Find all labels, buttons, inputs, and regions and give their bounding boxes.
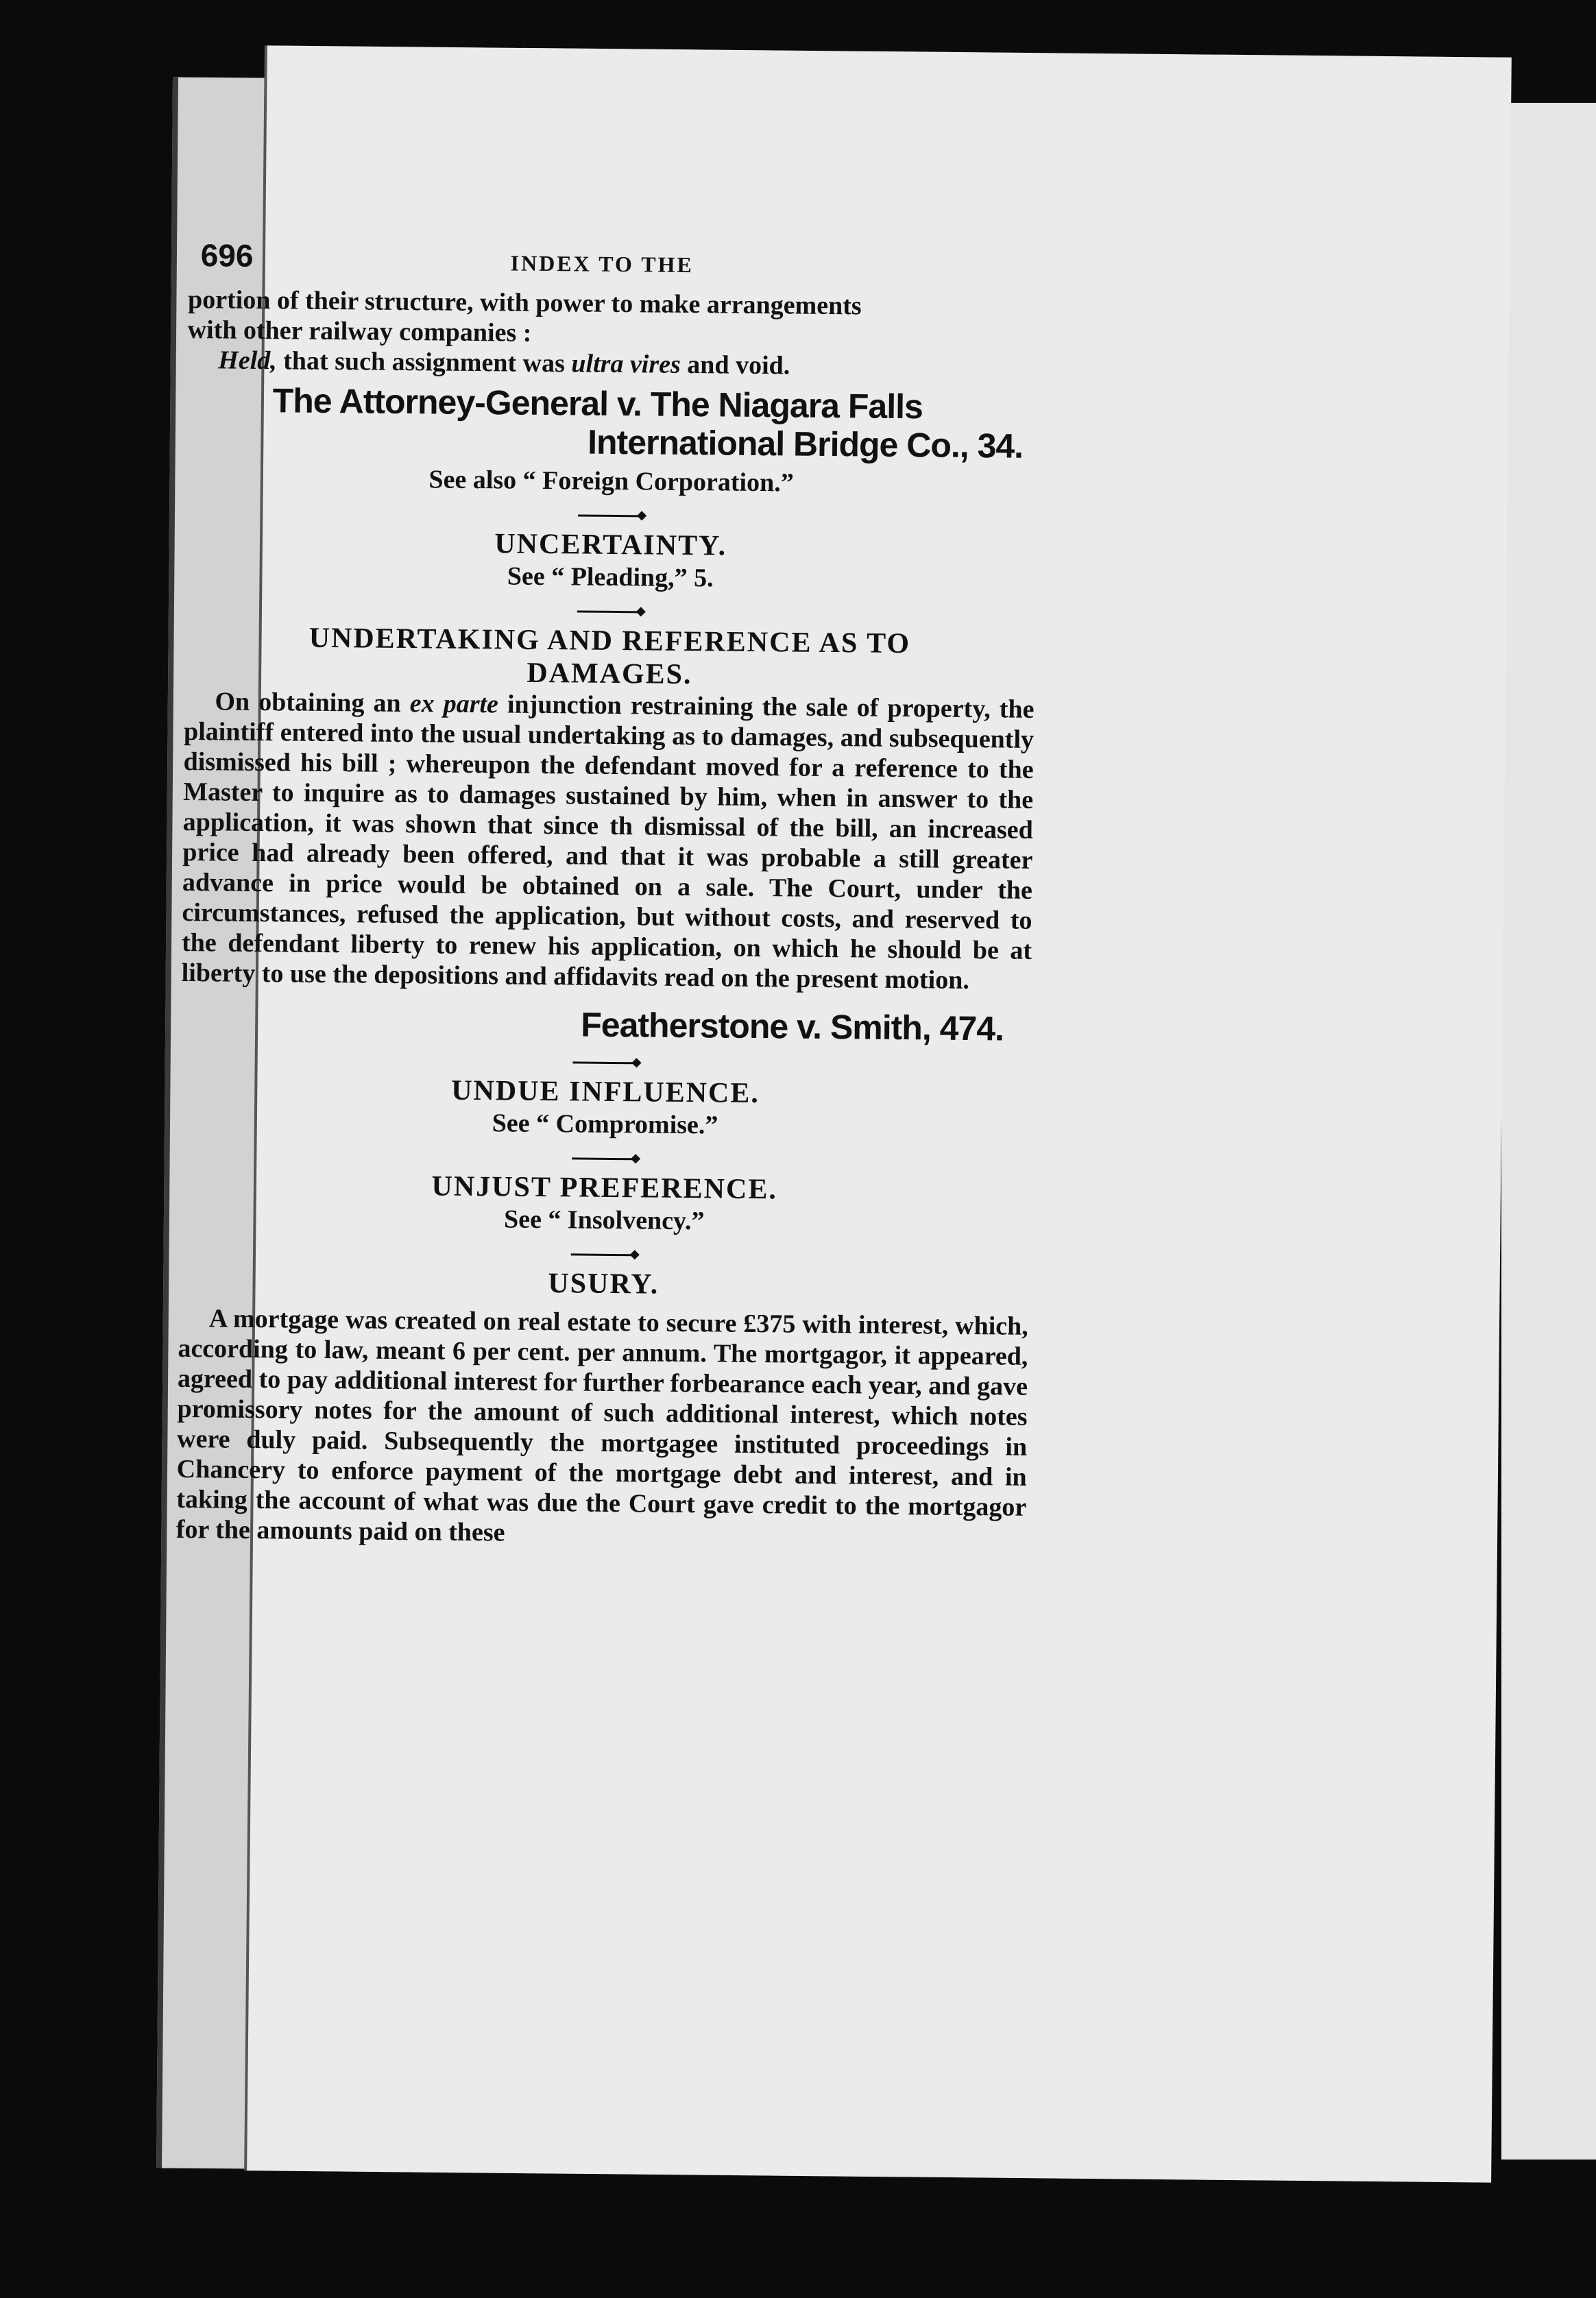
held-italic: ultra vires xyxy=(571,349,681,379)
heading-undue-influence: UNDUE INFLUENCE. xyxy=(450,1074,760,1110)
see-pleading: See “ Pleading,” 5. xyxy=(507,561,714,593)
heading-usury: USURY. xyxy=(548,1268,660,1301)
section-divider xyxy=(180,1148,1030,1166)
undertaking-paragraph xyxy=(181,686,1034,996)
see-compromise: See “ Compromise.” xyxy=(492,1109,718,1140)
section-divider xyxy=(185,601,1035,619)
case-featherstone: Featherstone v. Smith, 474. xyxy=(580,1005,1004,1048)
heading-unjust-preference: UNJUST PREFERENCE. xyxy=(431,1170,778,1206)
running-head: INDEX TO THE xyxy=(510,250,694,278)
page-number: 696 xyxy=(200,237,254,274)
section-divider xyxy=(179,1244,1029,1262)
see-also-foreign-corporation: See also “ Foreign Corporation.” xyxy=(428,465,794,498)
para-italic: ex parte xyxy=(409,689,499,719)
heading-undertaking-line-1: UNDERTAKING AND REFERENCE AS TO xyxy=(309,622,911,660)
case-citation-line-2: International Bridge Co., 34. xyxy=(587,422,1024,465)
section-divider xyxy=(180,1052,1030,1070)
para-start: On obtaining an xyxy=(215,687,410,718)
held-end: and void. xyxy=(680,350,790,380)
next-page-edge xyxy=(1501,103,1596,2160)
held-mid: that such assignment was xyxy=(276,346,572,378)
case-citation-line-1: The Attorney-General v. The Niagara Falls xyxy=(272,381,923,426)
page-header xyxy=(188,237,1039,293)
heading-uncertainty: UNCERTAINTY. xyxy=(494,528,727,562)
held-prefix: Held, xyxy=(218,346,277,376)
para-rest: injunction restraining the sale of property, the plaintiff entered into the usual undertaking as to damages, and subsequently dismissed his bill ; whereupon the defendant moved for a reference to the Master to inquire as to damages sustained by him, when in answer to the application, it was shown that since th dismissal of the bill, an increased price had already been offered, and that it was probable a still greater advance in price would be obtained on a sale. The Court, under the circumstances, refused the application, but without costs, and reserved to the defendant liberty to renew his application, on which he should be at liberty to use the depositions and affidavits read on the present motion. xyxy=(181,690,1035,995)
see-insolvency: See “ Insolvency.” xyxy=(503,1205,705,1236)
page-text xyxy=(176,237,1039,1553)
heading-undertaking-line-2: DAMAGES. xyxy=(527,657,692,691)
intro-line-1: portion of their structure, with power to make arrangements xyxy=(187,285,862,321)
section-divider xyxy=(186,505,1036,523)
usury-paragraph: A mortgage was created on real estate to secure £375 with interest, which, according to law, meant 6 per cent. per annum. The mortgagor, it appeared, agreed to pay additional interest for further forbearance each year, and gave promissory notes for the amount of such additional interest, which notes were duly paid. Subsequently the mortgagee instituted proceedings in Chancery to enforce payment of the mortgage debt and interest, and in taking the account of what was due the Court gave credit to the mortgagor for the amounts paid on these xyxy=(176,1304,1028,1547)
intro-line-2: with other railway companies : xyxy=(187,315,532,348)
